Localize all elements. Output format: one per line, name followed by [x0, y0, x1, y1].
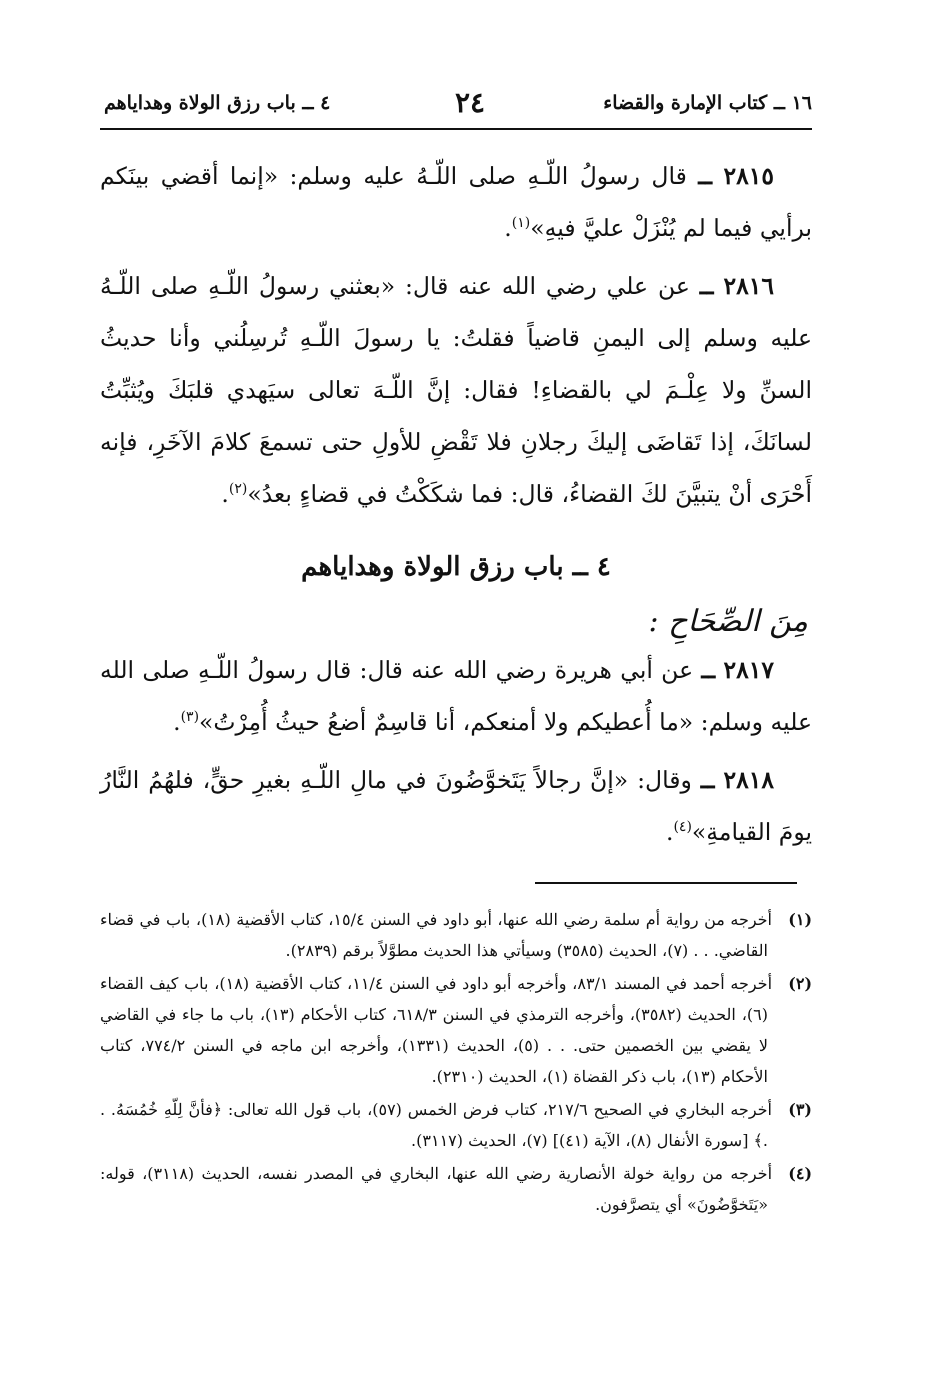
- header-chapter-title: ٤ ــ باب رزق الولاة وهداياهم: [104, 92, 331, 114]
- hadith-separator: ــ: [699, 272, 714, 300]
- hadith-separator: ــ: [700, 766, 715, 794]
- hadith-end: .: [221, 480, 229, 508]
- hadith-2816: [100, 260, 812, 520]
- hadith-end: .: [665, 818, 674, 846]
- hadith-separator: ــ: [698, 162, 713, 190]
- hadith-end: .: [504, 214, 512, 242]
- footnote-4: [100, 1158, 812, 1220]
- hadith-text: وقال: «إنَّ رجالاً يَتَخوَّضُونَ في مالِ اللّـهِ بغيرِ حقٍّ، فلهُمُ النَّارُ يومَ القيامةِ»: [100, 766, 812, 846]
- footnote-text: أخرجه أحمد في المسند ٨٣/١، وأخرجه أبو داود في السنن ١١/٤، كتاب الأقضية (١٨)، باب كيف القضاء (٦)، الحديث (٣٥٨٢)، وأخرجه الترمذي في السنن ٦١٨/٣، كتاب الأحكام (١٣)، باب ما جاء في القاضي لا يقضي بين الخصمين حتى. . . (٥)، الحديث (١٣٣١)، وأخرجه ابن ماجه في السنن ٧٧٤/٢، كتاب الأحكام (١٣)، باب ذكر القضاة (١)، الحديث (٢٣١٠).: [100, 974, 773, 1086]
- footnote-reference: (٢): [228, 481, 248, 498]
- hadith-end: .: [173, 708, 181, 736]
- main-text: [100, 150, 812, 864]
- footnote-divider: [535, 882, 797, 884]
- footnote-text: أخرجه البخاري في الصحيح ٢١٧/٦، كتاب فرض الخمس (٥٧)، باب قول الله تعالى: ﴿فأنَّ لِلّهِ خُمُسَهُ. . .﴾ [سورة الأنفال (٨)، الآية (٤١)] (٧)، الحديث (٣١١٧).: [100, 1100, 772, 1150]
- footnote-number: (٤): [788, 1164, 813, 1183]
- hadith-separator: ــ: [701, 656, 716, 684]
- footnote-1: [100, 904, 812, 966]
- chapter-title: ٤ ــ باب رزق الولاة وهداياهم: [301, 552, 611, 582]
- footnotes: [100, 904, 812, 1222]
- hadith-number: ٢٨١٥: [723, 162, 774, 190]
- hadith-number: ٢٨١٦: [723, 272, 774, 300]
- footnote-number: (٣): [788, 1100, 812, 1119]
- hadith-text: قال رسولُ اللّـهِ صلى اللّـهُ عليه وسلم: «إنما أقضي بينَكم برأيي فيما لم يُنْزَلْ عليَّ فيهِ»: [100, 162, 812, 242]
- footnote-2: [100, 968, 812, 1092]
- footnote-reference: (٣): [180, 709, 200, 726]
- footnote-reference: (٤): [673, 819, 692, 836]
- hadith-2818: [100, 754, 812, 858]
- hadith-2815: [100, 150, 812, 254]
- hadith-number: ٢٨١٧: [723, 656, 774, 684]
- section-heading-sihah: مِنَ الصِّحَاحِ :: [648, 604, 808, 639]
- footnote-number: (١): [788, 910, 813, 929]
- footnote-number: (٢): [788, 974, 813, 993]
- hadith-2817: [100, 644, 812, 748]
- footnote-reference: (١): [511, 215, 531, 232]
- footnote-3: [100, 1094, 812, 1156]
- header-book-title: ١٦ ــ كتاب الإمارة والقضاء: [603, 92, 812, 114]
- hadith-number: ٢٨١٨: [723, 766, 774, 794]
- hadith-text: عن أبي هريرة رضي الله عنه قال: قال رسولُ اللّـهِ صلى الله عليه وسلم: «ما أُعطيكم ولا أمنعكم، أنا قاسِمٌ أضعُ حيثُ أُمِرْتُ»: [100, 656, 812, 736]
- hadith-text: عن علي رضي الله عنه قال: «بعثني رسولُ اللّـهِ صلى اللّـهُ عليه وسلم إلى اليمنِ قاضياً فقلتُ: يا رسولَ اللّـهِ تُرسِلُني وأنا حديثُ السنِّ ولا عِلْـمَ لي بالقضاءِ! فقال: إنَّ اللّـهَ تعالى سيَهدي قلبَكَ ويُثبِّتُ لسانَكَ، إذا تَقاضَى إليكَ رجلانِ فلا تَقْضِ للأولِ حتى تسمعَ كلامَ الآخَرِ، فإنه أَحْرَى أنْ يتبيَّنَ لكَ القضاءُ، قال: فما شكَكْتُ في قضاءٍ بعدُ»: [100, 272, 812, 508]
- footnote-text: أخرجه من رواية أم سلمة رضي الله عنها، أبو داود في السنن ١٥/٤، كتاب الأقضية (١٨)، باب في قضاء القاضي. . . (٧)، الحديث (٣٥٨٥) وسيأتي هذا الحديث مطوَّلاً برقم (٢٨٣٩).: [100, 910, 773, 960]
- page-number: ٢٤: [454, 86, 486, 119]
- running-header: [100, 84, 812, 130]
- footnote-text: أخرجه من رواية خولة الأنصارية رضي الله عنها، البخاري في المصدر نفسه، الحديث (٣١١٨)، قوله: «يَتَخوَّضُونَ» أي يتصرَّفون.: [100, 1164, 773, 1214]
